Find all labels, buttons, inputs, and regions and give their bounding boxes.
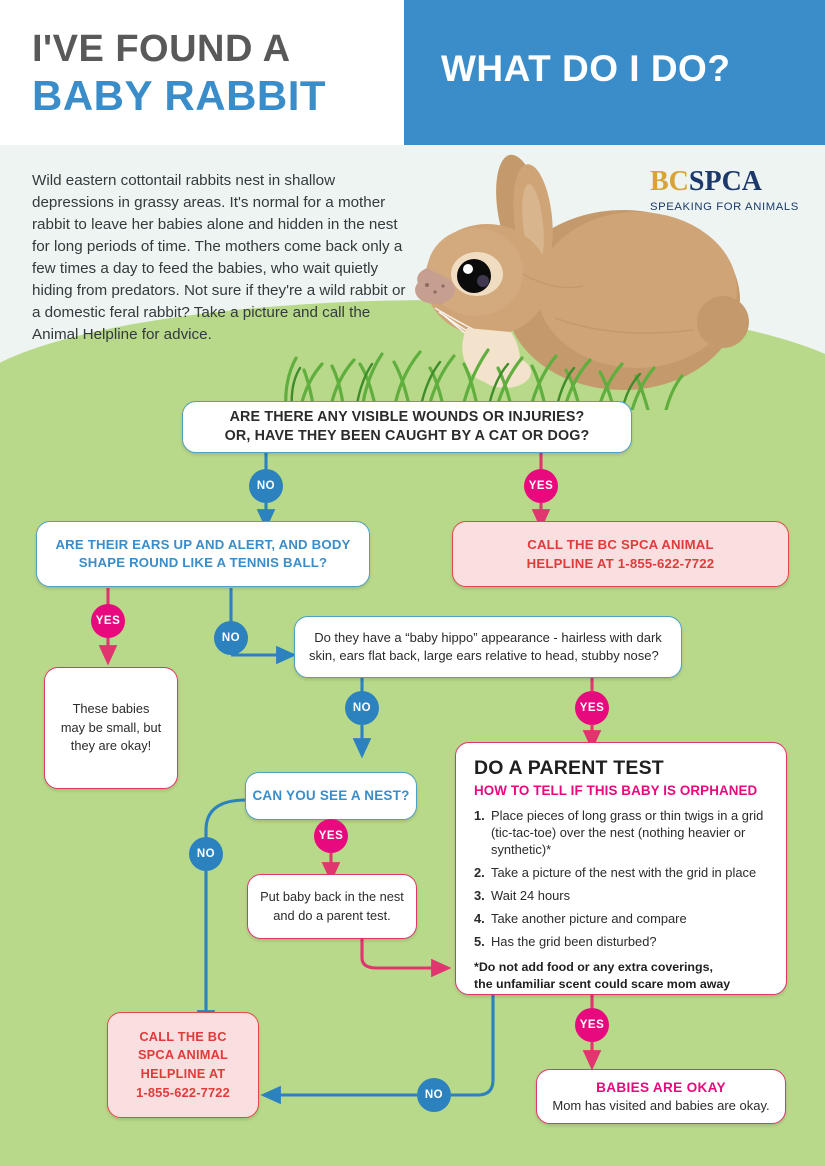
- branch-no-wounds[interactable]: [249, 469, 283, 503]
- question-wounds-line2: OR, HAVE THEY BEEN CAUGHT BY A CAT OR DOG?: [224, 428, 590, 444]
- parent-test-step: [474, 933, 770, 950]
- step-text: Place pieces of long grass or thin twigs in a grid (tic-tac-toe) over the nest (nothing heavier or synthetic)*: [491, 808, 764, 858]
- put-baby-back-line2: and do a parent test.: [273, 907, 391, 923]
- question-ears-box[interactable]: [36, 521, 370, 587]
- babies-okay-box[interactable]: [536, 1069, 786, 1124]
- branch-no-ears[interactable]: [214, 621, 248, 655]
- step-number: 4.: [474, 911, 485, 927]
- logo-bc-text: BC: [650, 166, 689, 197]
- call-helpline-bottom-line4: 1-855-622-7722: [136, 1084, 230, 1100]
- branch-label: YES: [579, 702, 605, 714]
- question-nest-box[interactable]: [245, 772, 417, 820]
- parent-test-note-line2: the unfamiliar scent could scare mom away: [474, 976, 731, 991]
- parent-test-step: [474, 864, 770, 881]
- question-hippo-line1: Do they have a “baby hippo” appearance - hairless with dark: [314, 629, 662, 645]
- step-number: 3.: [474, 888, 485, 904]
- branch-label: YES: [318, 830, 344, 842]
- step-number: 5.: [474, 934, 485, 950]
- babies-small-box[interactable]: [44, 667, 178, 789]
- branch-yes-wounds[interactable]: [524, 469, 558, 503]
- babies-okay-subtitle: Mom has visited and babies are okay.: [552, 1098, 770, 1113]
- put-baby-back-box[interactable]: [247, 874, 417, 939]
- branch-yes-parent-test[interactable]: [575, 1008, 609, 1042]
- branch-label: NO: [256, 480, 276, 492]
- parent-test-step: [474, 910, 770, 927]
- babies-small-line1: These babies: [72, 701, 150, 717]
- bcspca-logo: [650, 168, 799, 213]
- logo-spca-text: SPCA: [688, 166, 763, 197]
- call-helpline-bottom-line1: CALL THE BC: [139, 1028, 227, 1044]
- babies-small-line2: may be small, but: [60, 719, 162, 735]
- branch-yes-hippo[interactable]: [575, 691, 609, 725]
- call-helpline-top-box[interactable]: [452, 521, 789, 587]
- step-text: Take another picture and compare: [491, 911, 687, 927]
- branch-yes-nest[interactable]: [314, 819, 348, 853]
- step-number: 2.: [474, 865, 485, 881]
- question-hippo-line2: skin, ears flat back, large ears relative to head, stubby nose?: [309, 648, 659, 663]
- call-helpline-top-line2: HELPLINE AT 1-855-622-7722: [526, 556, 715, 571]
- branch-label: NO: [196, 848, 216, 860]
- put-baby-back-line1: Put baby back in the nest: [260, 888, 404, 904]
- header-title-line1: I'VE FOUND A: [32, 28, 291, 70]
- babies-okay-title: BABIES ARE OKAY: [596, 1080, 726, 1095]
- question-wounds-line1: ARE THERE ANY VISIBLE WOUNDS OR INJURIES?: [229, 408, 585, 425]
- branch-label: NO: [424, 1089, 444, 1101]
- question-wounds-box[interactable]: [182, 401, 632, 453]
- step-text: Has the grid been disturbed?: [491, 934, 657, 950]
- call-helpline-top-line1: CALL THE BC SPCA ANIMAL: [527, 536, 714, 552]
- branch-label: NO: [352, 702, 372, 714]
- header-title-line2: BABY RABBIT: [32, 72, 327, 119]
- step-number: 1.: [474, 808, 485, 823]
- branch-no-parent-test[interactable]: [417, 1078, 451, 1112]
- parent-test-steps: [474, 807, 770, 950]
- branch-no-nest[interactable]: [189, 837, 223, 871]
- step-text: Take a picture of the nest with the grid in place: [491, 865, 757, 881]
- intro-paragraph: Wild eastern cottontail rabbits nest in shallow depressions in grassy areas. It's normal for a mother rabbit to leave her babies alone and hidden in the nest for long periods of time. The mothers come back only a few times a day to feed the babies, who wait quietly hiding from predators. Not sure if they're a wild rabbit or a domestic feral rabbit? Take a picture and call the Animal Helpline for advice.: [32, 172, 406, 344]
- logo-tagline: SPEAKING FOR ANIMALS: [650, 201, 799, 213]
- branch-label: NO: [221, 632, 241, 644]
- step-text: Wait 24 hours: [491, 888, 571, 904]
- branch-no-hippo[interactable]: [345, 691, 379, 725]
- call-helpline-bottom-box[interactable]: [107, 1012, 259, 1118]
- call-helpline-bottom-line2: SPCA ANIMAL: [137, 1047, 229, 1063]
- question-hippo-box[interactable]: [294, 616, 682, 678]
- parent-test-box[interactable]: [455, 742, 787, 995]
- branch-label: YES: [95, 615, 121, 627]
- parent-test-note-line1: *Do not add food or any extra coverings,: [474, 960, 713, 975]
- branch-label: YES: [528, 480, 554, 492]
- call-helpline-bottom-line3: HELPLINE AT: [140, 1066, 226, 1081]
- parent-test-step: [474, 887, 770, 904]
- parent-test-title: DO A PARENT TEST: [474, 757, 664, 779]
- babies-small-line3: they are okay!: [70, 738, 152, 754]
- question-ears-line1: ARE THEIR EARS UP AND ALERT, AND BODY: [55, 536, 351, 552]
- header-question: WHAT DO I DO?: [441, 48, 731, 89]
- parent-test-subtitle: HOW TO TELL IF THIS BABY IS ORPHANED: [474, 783, 758, 798]
- question-ears-line2: SHAPE ROUND LIKE A TENNIS BALL?: [78, 555, 328, 570]
- parent-test-step: [474, 807, 770, 858]
- branch-yes-ears[interactable]: [91, 604, 125, 638]
- question-nest-label: CAN YOU SEE A NEST?: [252, 787, 410, 803]
- branch-label: YES: [579, 1019, 605, 1031]
